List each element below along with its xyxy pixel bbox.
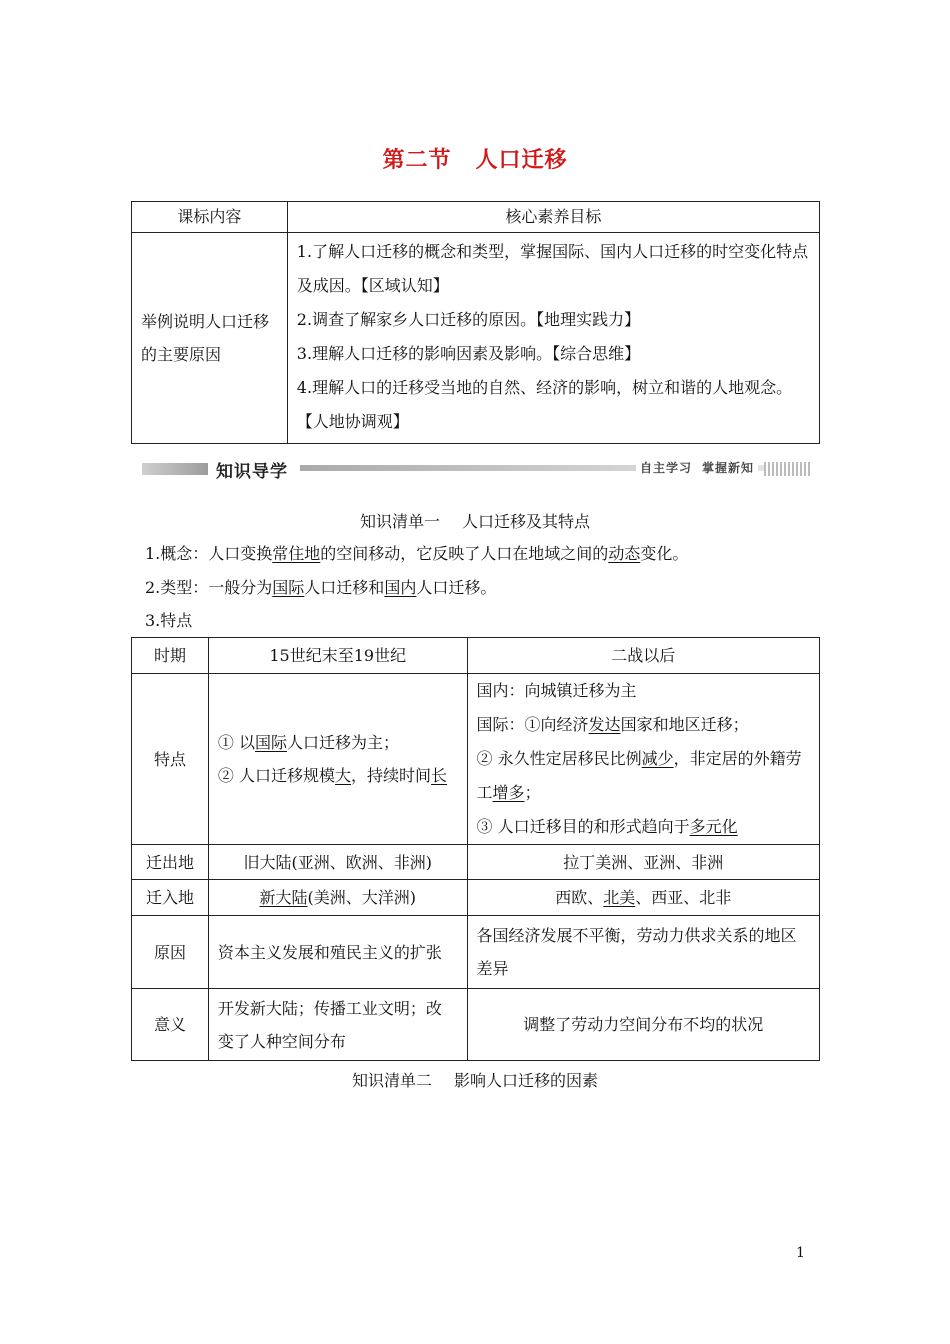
types-text: 人口迁移。	[416, 578, 497, 597]
origin-late: 拉丁美洲、亚洲、非洲	[467, 845, 819, 880]
page-title	[0, 143, 950, 174]
traits-early-line	[218, 759, 458, 792]
concept-text: 变化。	[640, 544, 689, 563]
reason-late: 各国经济发展不平衡，劳动力供求关系的地区差异	[467, 916, 819, 989]
cell-text: 、西亚、北非	[635, 888, 732, 907]
page-number: 1	[796, 1245, 805, 1261]
concept-answer: 常住地	[272, 544, 321, 563]
goal-item: 2.调查了解家乡人口迁移的原因。【地理实践力】	[296, 310, 641, 329]
standards-content: 举例说明人口迁移的主要原因	[132, 233, 288, 444]
types-answer: 国际	[272, 578, 305, 597]
cell-answer: 发达	[588, 715, 621, 734]
traits-late-line: 国内：向城镇迁移为主	[476, 681, 637, 700]
banner-right-2: 掌握新知	[701, 461, 754, 475]
types-text: 2.类型：一般分为	[145, 578, 273, 597]
cell-text: ② 人口迁移规模	[217, 766, 336, 785]
standards-col1-header: 课标内容	[132, 202, 288, 233]
concept-text: 1.概念：人口变换	[145, 544, 273, 563]
traits-late	[467, 674, 819, 845]
origin-label: 迁出地	[132, 845, 209, 880]
destination-label: 迁入地	[132, 880, 209, 916]
cell-text: (美洲、大洋洲)	[307, 888, 416, 907]
features-heading: 3.特点	[145, 611, 193, 630]
concept-answer: 动态	[608, 544, 641, 563]
cell-answer: 增多	[492, 783, 525, 802]
cell-text: ③ 人口迁移目的和形式趋向于	[476, 817, 690, 836]
cell-answer: 长	[431, 766, 448, 785]
standards-col2-header: 核心素养目标	[287, 202, 819, 233]
period-label: 时期	[132, 638, 209, 674]
cell-text: ② 永久性定居移民比例	[476, 749, 642, 768]
cell-text: ，持续时间	[351, 766, 432, 785]
section2-number: 知识清单二	[351, 1071, 432, 1090]
traits-late-line	[477, 742, 810, 776]
banner-label: 知识导学	[216, 462, 288, 482]
traits-label: 特点	[132, 674, 209, 845]
significance-late: 调整了劳动力空间分布不均的状况	[467, 989, 819, 1061]
origin-early: 旧大陆(亚洲、欧洲、非洲)	[208, 845, 467, 880]
cell-answer: 北美	[603, 888, 636, 907]
cell-text: ，非定居的外籍劳	[673, 749, 802, 768]
period-early: 15世纪末至19世纪	[208, 638, 467, 674]
goal-item: 3.理解人口迁移的影响因素及影响。【综合思维】	[296, 344, 641, 363]
cell-text: 国家和地区迁移；	[620, 715, 749, 734]
significance-early: 开发新大陆；传播工业文明；改变了人种空间分布	[208, 989, 467, 1061]
section1-number: 知识清单一	[359, 512, 440, 531]
period-late: 二战以后	[467, 638, 819, 674]
banner-right-text	[636, 459, 758, 476]
section2-title: 影响人口迁移的因素	[454, 1071, 599, 1090]
banner-right-1: 自主学习	[639, 461, 692, 475]
cell-text: 人口迁移为主；	[287, 733, 400, 752]
goal-item: 1.了解人口迁移的概念和类型，掌握国际、国内人口迁移的时空变化特点及成因。【区域认知】	[296, 242, 809, 295]
knowledge-guide-banner	[142, 458, 810, 480]
banner-stripes	[764, 462, 810, 476]
traits-late-line	[477, 810, 810, 844]
cell-text: 西欧、	[555, 888, 604, 907]
features-table	[131, 637, 820, 1061]
section1-title: 人口迁移及其特点	[462, 512, 591, 531]
banner-left-bar	[142, 463, 208, 475]
traits-early	[208, 674, 467, 845]
reason-early: 资本主义发展和殖民主义的扩张	[208, 916, 467, 989]
destination-early	[208, 880, 467, 916]
types-paragraph	[145, 575, 496, 598]
cell-answer: 多元化	[689, 817, 738, 836]
destination-late	[467, 880, 819, 916]
cell-text: 国际：①向经济	[476, 715, 589, 734]
types-text: 人口迁移和	[304, 578, 385, 597]
types-answer: 国内	[384, 578, 417, 597]
concept-text: 的空间移动，它反映了人口在地域之间的	[320, 544, 609, 563]
cell-text: ；	[524, 783, 541, 802]
title-section: 第二节	[382, 148, 452, 173]
traits-late-line	[477, 708, 810, 742]
concept-paragraph	[145, 541, 688, 564]
standards-table	[131, 201, 820, 444]
section2-heading	[0, 1068, 950, 1091]
section1-heading	[0, 509, 950, 532]
goal-item: 4.理解人口的迁移受当地的自然、经济的影响，树立和谐的人地观念。【人地协调观】	[296, 378, 793, 431]
standards-goals	[287, 233, 819, 444]
reason-label: 原因	[132, 916, 209, 989]
title-topic: 人口迁移	[475, 148, 568, 173]
traits-late-line	[477, 776, 810, 810]
cell-answer: 大	[335, 766, 352, 785]
cell-answer: 新大陆	[259, 888, 308, 907]
cell-text: 工	[476, 783, 493, 802]
cell-answer: 减少	[641, 749, 674, 768]
cell-text: ① 以	[217, 733, 256, 752]
traits-early-line	[218, 726, 458, 759]
cell-answer: 国际	[255, 733, 288, 752]
significance-label: 意义	[132, 989, 209, 1061]
